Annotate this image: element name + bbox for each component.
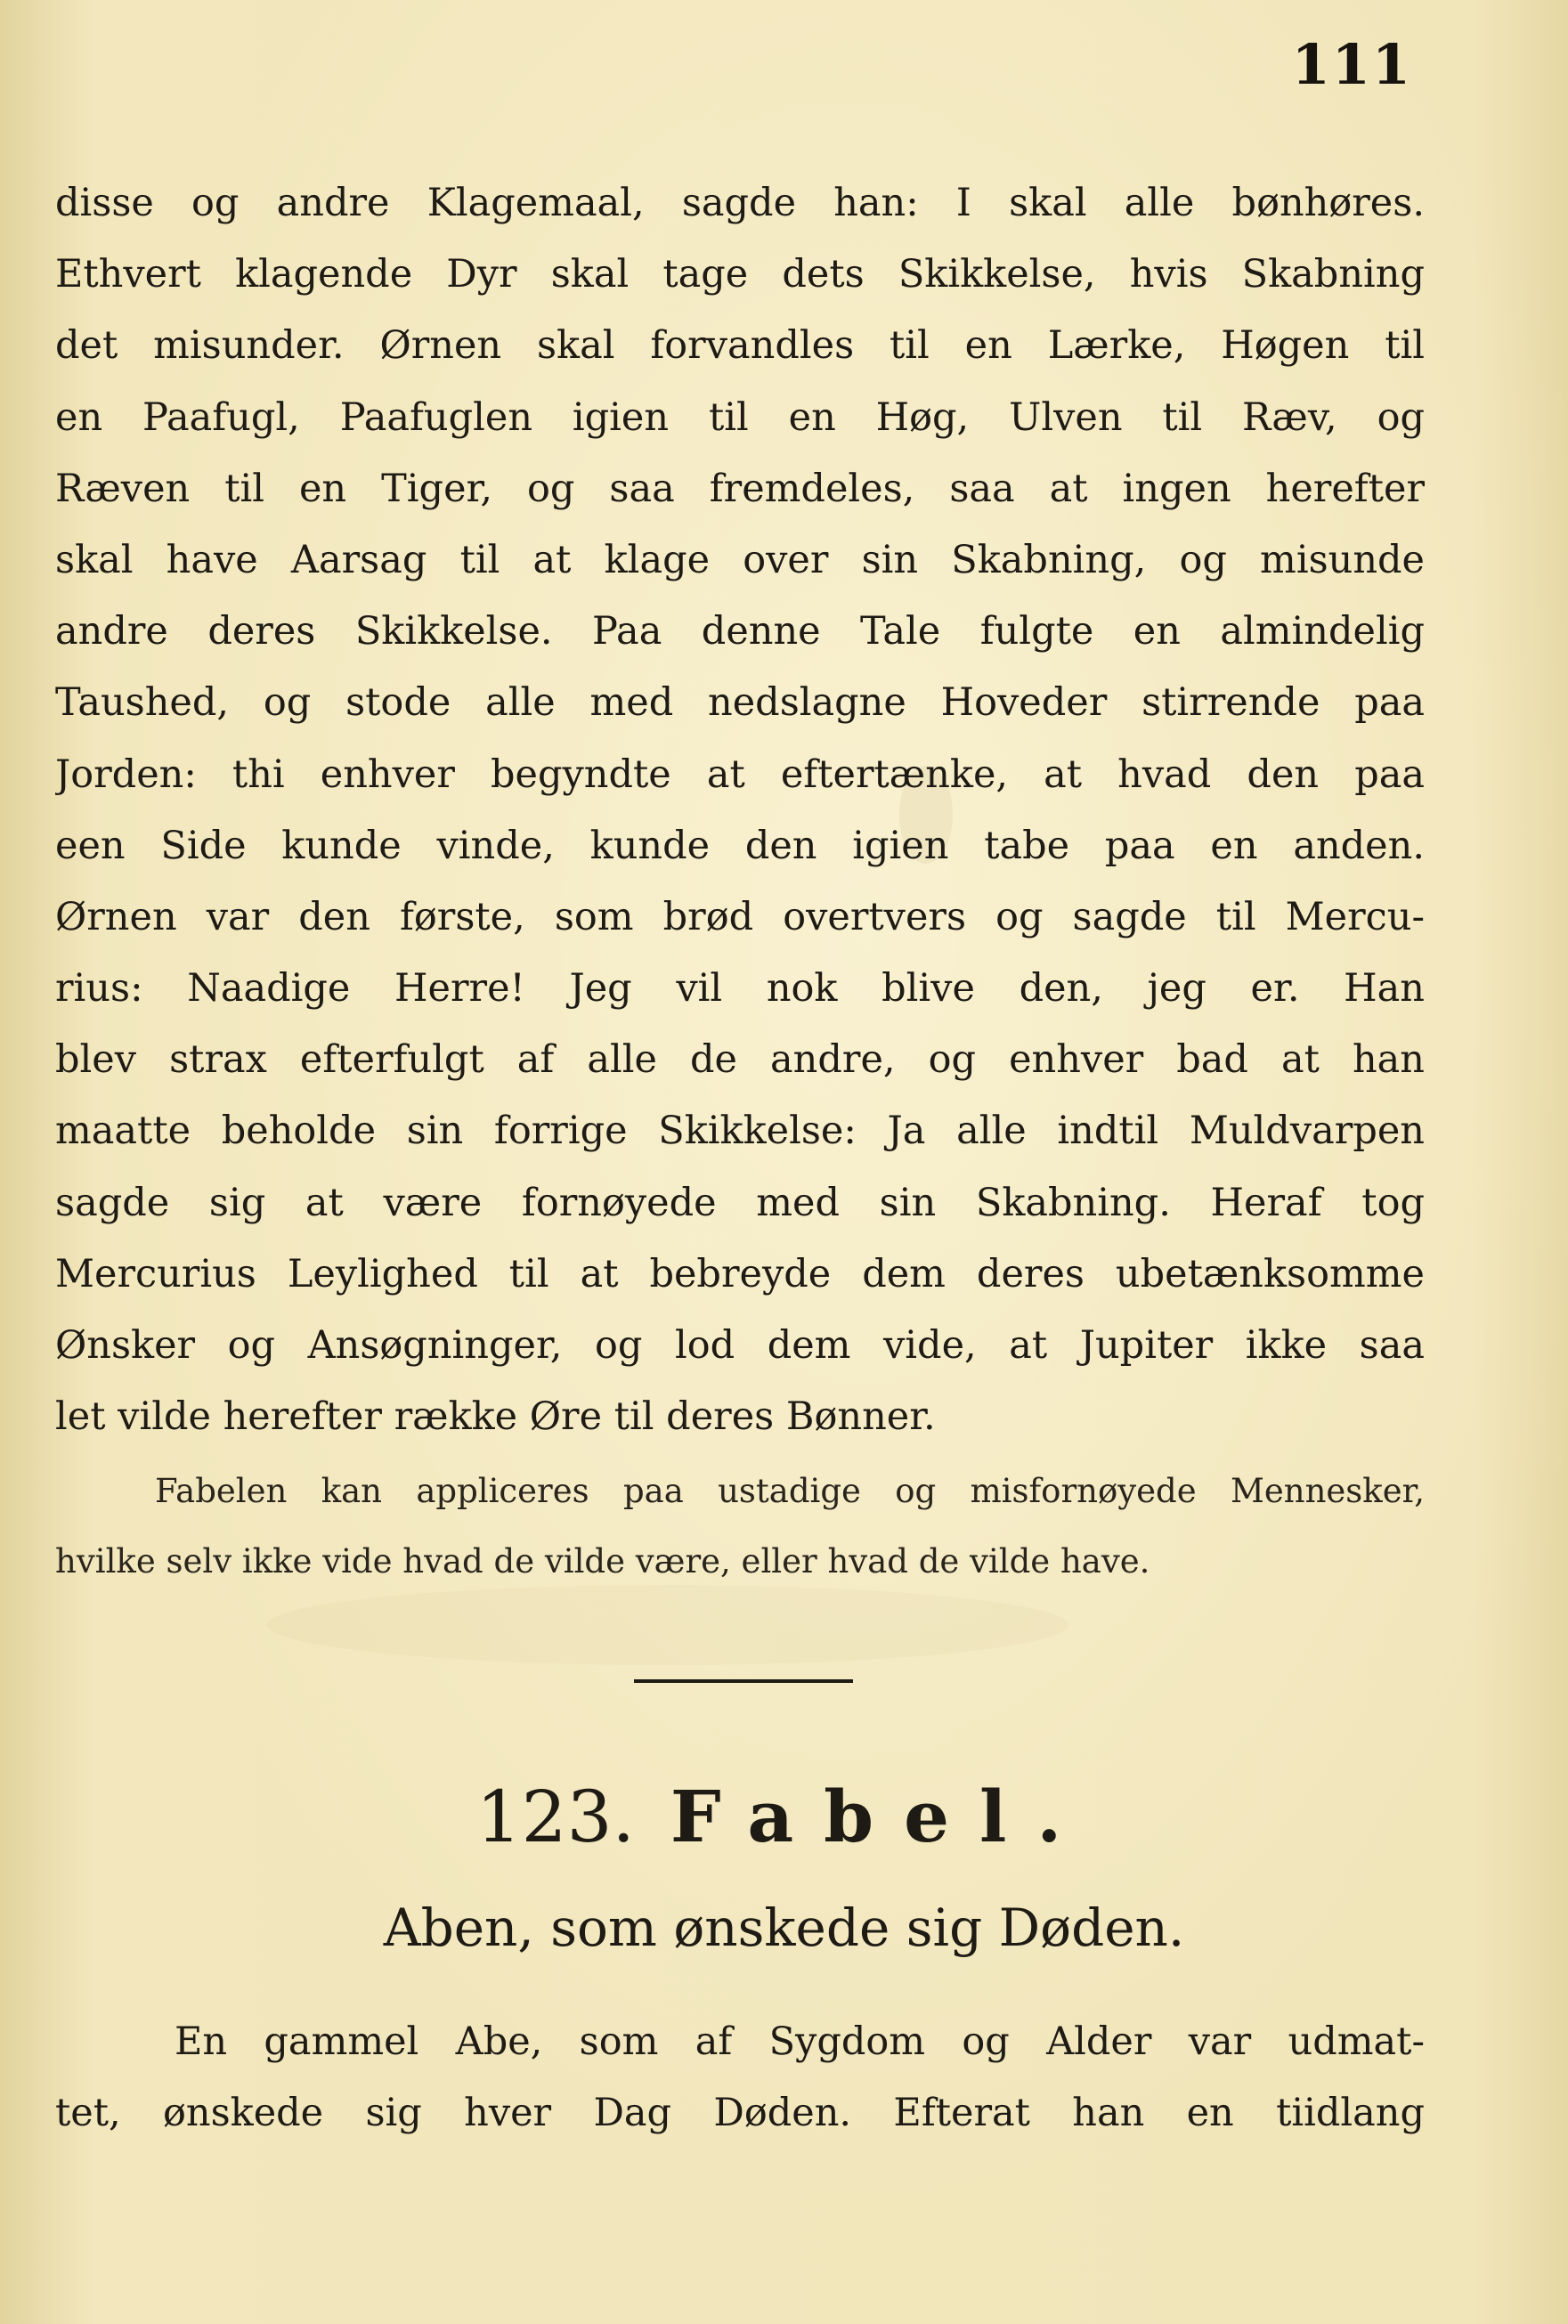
fable-text	[55, 2006, 1425, 2149]
moral-line: Fabelen kan appliceres paa ustadige og misfornøyede Mennesker,	[155, 1472, 1425, 1510]
fable-number: 123.	[475, 1776, 635, 1858]
fable-heading-word: Fabel.	[670, 1775, 1093, 1858]
text-line: skal have Aarsag til at klage over sin Skabning, og misunde	[55, 537, 1425, 582]
text-line: Ethvert klagende Dyr skal tage dets Skikkelse, hvis Skabning	[55, 252, 1425, 297]
text-line: en Paafugl, Paafuglen igien til en Høg, Ulven til Ræv, og	[55, 394, 1425, 440]
text-line: Ønsker og Ansøgninger, og lod dem vide, at Jupiter ikke saa	[55, 1323, 1425, 1368]
text-line: blev strax efterfulgt af alle de andre, og enhver bad at han	[55, 1037, 1425, 1083]
text-line: Ræven til en Tiger, og saa fremdeles, saa at ingen herefter	[55, 466, 1425, 511]
text-line: Mercurius Leylighed til at bebreyde dem deres ubetænksomme	[55, 1251, 1425, 1296]
text-line: een Side kunde vinde, kunde den igien tabe paa en anden.	[55, 823, 1425, 868]
text-line: sagde sig at være fornøyede med sin Skabning. Heraf tog	[55, 1180, 1425, 1225]
text-line: Ørnen var den første, som brød overtvers og sagde til Mercu-	[55, 894, 1425, 939]
text-line: Jorden: thi enhver begyndte at eftertænke, at hvad den paa	[55, 752, 1425, 797]
body-text	[55, 167, 1425, 1452]
text-line: andre deres Skikkelse. Paa denne Tale fulgte en almindelig	[55, 609, 1425, 654]
text-line: det misunder. Ørnen skal forvandles til en Lærke, Høgen til	[55, 323, 1425, 369]
text-line: tet, ønskede sig hver Dag Døden. Efterat han en tiidlang	[55, 2091, 1425, 2136]
moral-line: hvilke selv ikke vide hvad de vilde være, eller hvad de vilde have.	[55, 1542, 1150, 1580]
text-line: let vilde herefter række Øre til deres Bønner.	[55, 1394, 936, 1440]
text-line: maatte beholde sin forrige Skikkelse: Ja alle indtil Muldvarpen	[55, 1109, 1425, 1154]
text-line: disse og andre Klagemaal, sagde han: I skal alle bønhøres.	[55, 181, 1425, 225]
text-line: Taushed, og stode alle med nedslagne Hoveder stirrende paa	[55, 680, 1425, 726]
moral-text	[55, 1456, 1425, 1597]
page-number: 111	[1291, 32, 1412, 97]
text-line: rius: Naadige Herre! Jeg vil nok blive den, jeg er. Han	[55, 966, 1425, 1012]
fable-heading	[0, 1767, 1568, 1866]
fable-title: Aben, som ønskede sig Døden.	[383, 1897, 1185, 1958]
paper-stain	[267, 1585, 1068, 1665]
text-line: En gammel Abe, som af Sygdom og Alder var udmat-	[175, 2019, 1425, 2064]
section-divider	[634, 1679, 853, 1683]
